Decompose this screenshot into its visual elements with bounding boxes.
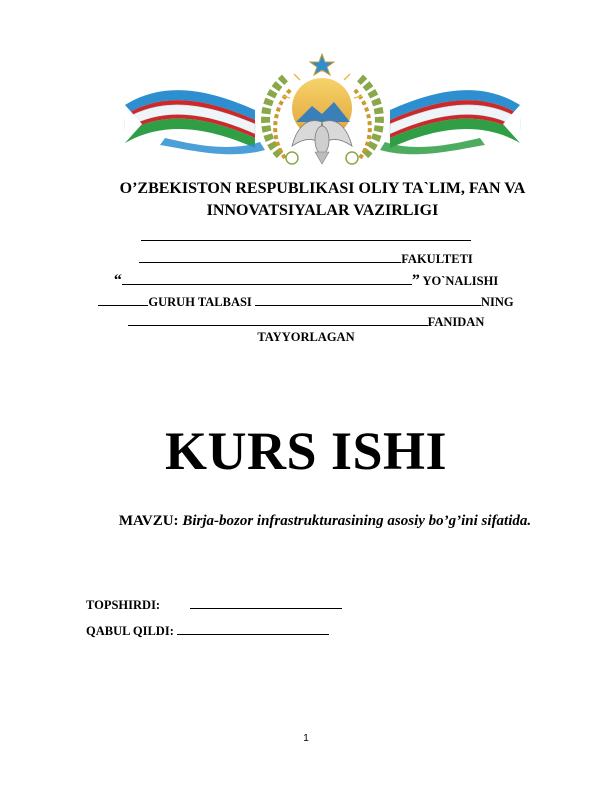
faculty-label: FAKULTETI — [401, 252, 473, 266]
page-number: 1 — [303, 733, 309, 744]
cotton-right — [346, 152, 358, 164]
submitted-by-line — [86, 596, 342, 613]
prepared-line — [0, 330, 612, 345]
subject-line — [0, 313, 612, 330]
ministry-line-1: O’ZBEKISTON RESPUBLIKASI OLIY TA`LIM, FAN VA — [119, 180, 526, 197]
humo-bird — [292, 121, 352, 164]
department-blank-line — [0, 228, 612, 245]
ning-label: NING — [480, 295, 514, 309]
cotton-left — [286, 152, 298, 164]
ministry-line-2: INNOVATSIYALAR VAZIRLIGI — [206, 202, 439, 219]
submitted-by-blank — [190, 596, 342, 609]
topic-text: Birja-bozor infrastrukturasining asosiy bo’g’ini sifatida. — [178, 513, 532, 529]
group-line — [0, 293, 612, 310]
topic-line — [0, 513, 612, 530]
student-name-blank — [255, 293, 481, 306]
group-label: GURUH TALBASI — [148, 295, 255, 309]
right-ribbon — [380, 90, 520, 154]
direction-blank — [122, 272, 412, 285]
accepted-by-blank — [177, 622, 329, 635]
topic-label: MAVZU: — [118, 513, 179, 529]
submitted-by-label: TOPSHIRDI: — [86, 598, 161, 612]
faculty-blank — [139, 250, 401, 263]
subject-blank — [128, 313, 428, 326]
group-blank — [98, 293, 148, 306]
quote-close: ” — [411, 272, 420, 289]
direction-line — [0, 272, 612, 290]
state-emblem-icon — [120, 50, 525, 170]
ministry-heading — [60, 178, 585, 222]
subject-label: FANIDAN — [427, 315, 485, 329]
faculty-line — [0, 250, 612, 267]
blank-field — [141, 228, 471, 241]
accepted-by-label: QABUL QILDI: — [86, 624, 177, 638]
accepted-by-line — [86, 622, 329, 639]
quote-open: “ — [113, 272, 122, 289]
left-ribbon — [125, 90, 265, 154]
prepared-label: TAYYORLAGAN — [257, 330, 355, 344]
direction-label: YO`NALISHI — [419, 274, 499, 288]
document-title: KURS ISHI — [164, 421, 448, 481]
